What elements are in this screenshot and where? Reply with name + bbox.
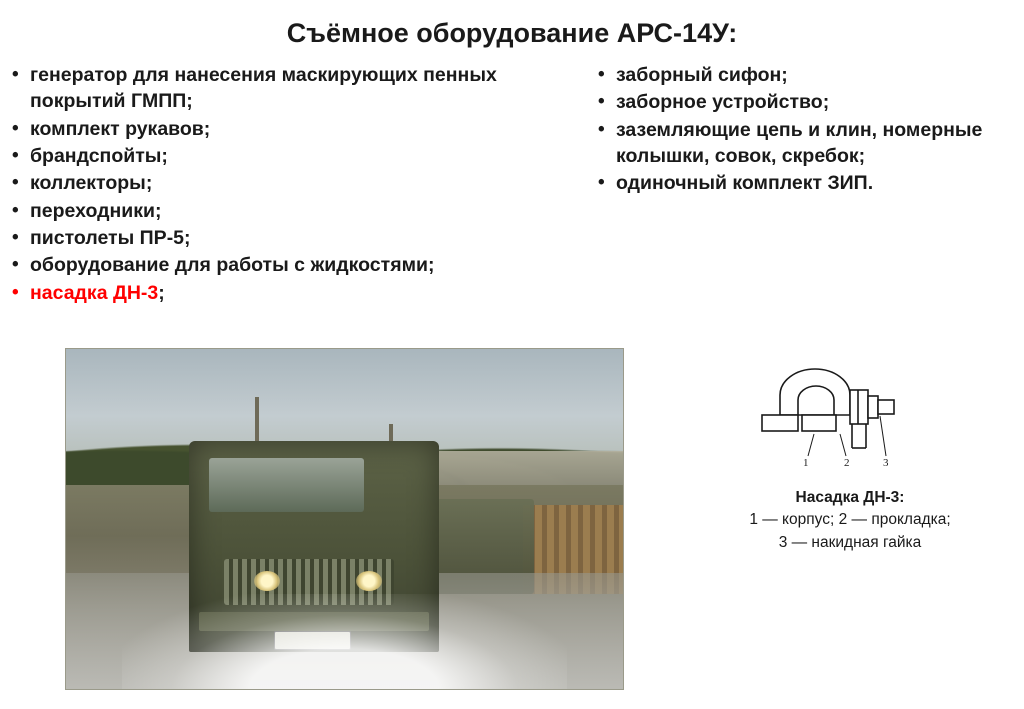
list-item [8,143,568,169]
nozzle-dn3-icon [740,360,960,470]
right-bullet-list [594,62,1014,197]
diagram-caption-title: Насадка ДН-3: [795,489,905,506]
list-item [8,62,568,115]
list-item [594,117,1014,170]
list-item-label: насадка ДН-3 [30,281,159,304]
photo-truck-windshield [209,458,364,513]
bullet-icon: • [598,64,605,85]
left-column [8,62,568,307]
list-item [8,198,568,224]
bullet-icon: • [598,91,605,113]
list-item-highlighted [8,280,568,306]
list-item-label: генератор для нанесения маскирующих пенных покрытий ГМПП; [30,64,497,113]
list-item-label: коллекторы; [30,172,153,195]
list-item-label: заземляющие цепь и клин, номерные колышки, совок, скребок; [616,118,983,167]
bullet-icon: • [12,254,19,276]
diagram-label-1: 1 [803,457,809,469]
bullet-icon: • [12,64,19,85]
list-item [594,170,1014,196]
right-column [594,62,1014,198]
list-item [8,116,568,142]
list-item [8,252,568,278]
page-title: Съёмное оборудование АРС-14У: [286,18,738,48]
bullet-icon: • [12,144,19,166]
list-item-label: комплект рукавов; [30,117,211,140]
list-item-label: переходники; [30,199,162,222]
bullet-icon: • [12,226,19,248]
bullet-icon: • [598,172,605,194]
list-item-label: оборудование для работы с жидкостями; [30,254,435,277]
diagram-label-3: 3 [883,457,889,469]
list-item [594,62,1014,88]
list-item [8,170,568,196]
list-item-label-tail: ; [158,281,165,304]
diagram-caption-line-1: 1 — корпус; 2 — прокладка; [749,511,951,529]
list-item-label: пистолеты ПР-5; [30,226,191,249]
list-item-label: одиночный комплект ЗИП. [616,172,874,195]
bullet-icon: • [598,118,605,140]
list-item [8,225,568,251]
truck-photo [65,348,624,690]
bullet-icon: • [12,117,19,139]
diagram-caption-line-2: 3 — накидная гайка [778,533,922,551]
nozzle-diagram [700,360,1000,554]
photo-water-spray [122,594,568,689]
bullet-icon: • [12,199,19,221]
diagram-label-2: 2 [844,457,850,469]
list-item-label: брандспойты; [30,144,168,167]
list-item-label: заборный сифон; [616,64,788,86]
left-bullet-list [8,62,568,306]
diagram-caption [700,487,1000,554]
list-item-label: заборное устройство; [616,91,830,114]
bullet-icon: • [12,281,19,303]
list-item [594,89,1014,115]
bullet-icon: • [12,172,19,194]
